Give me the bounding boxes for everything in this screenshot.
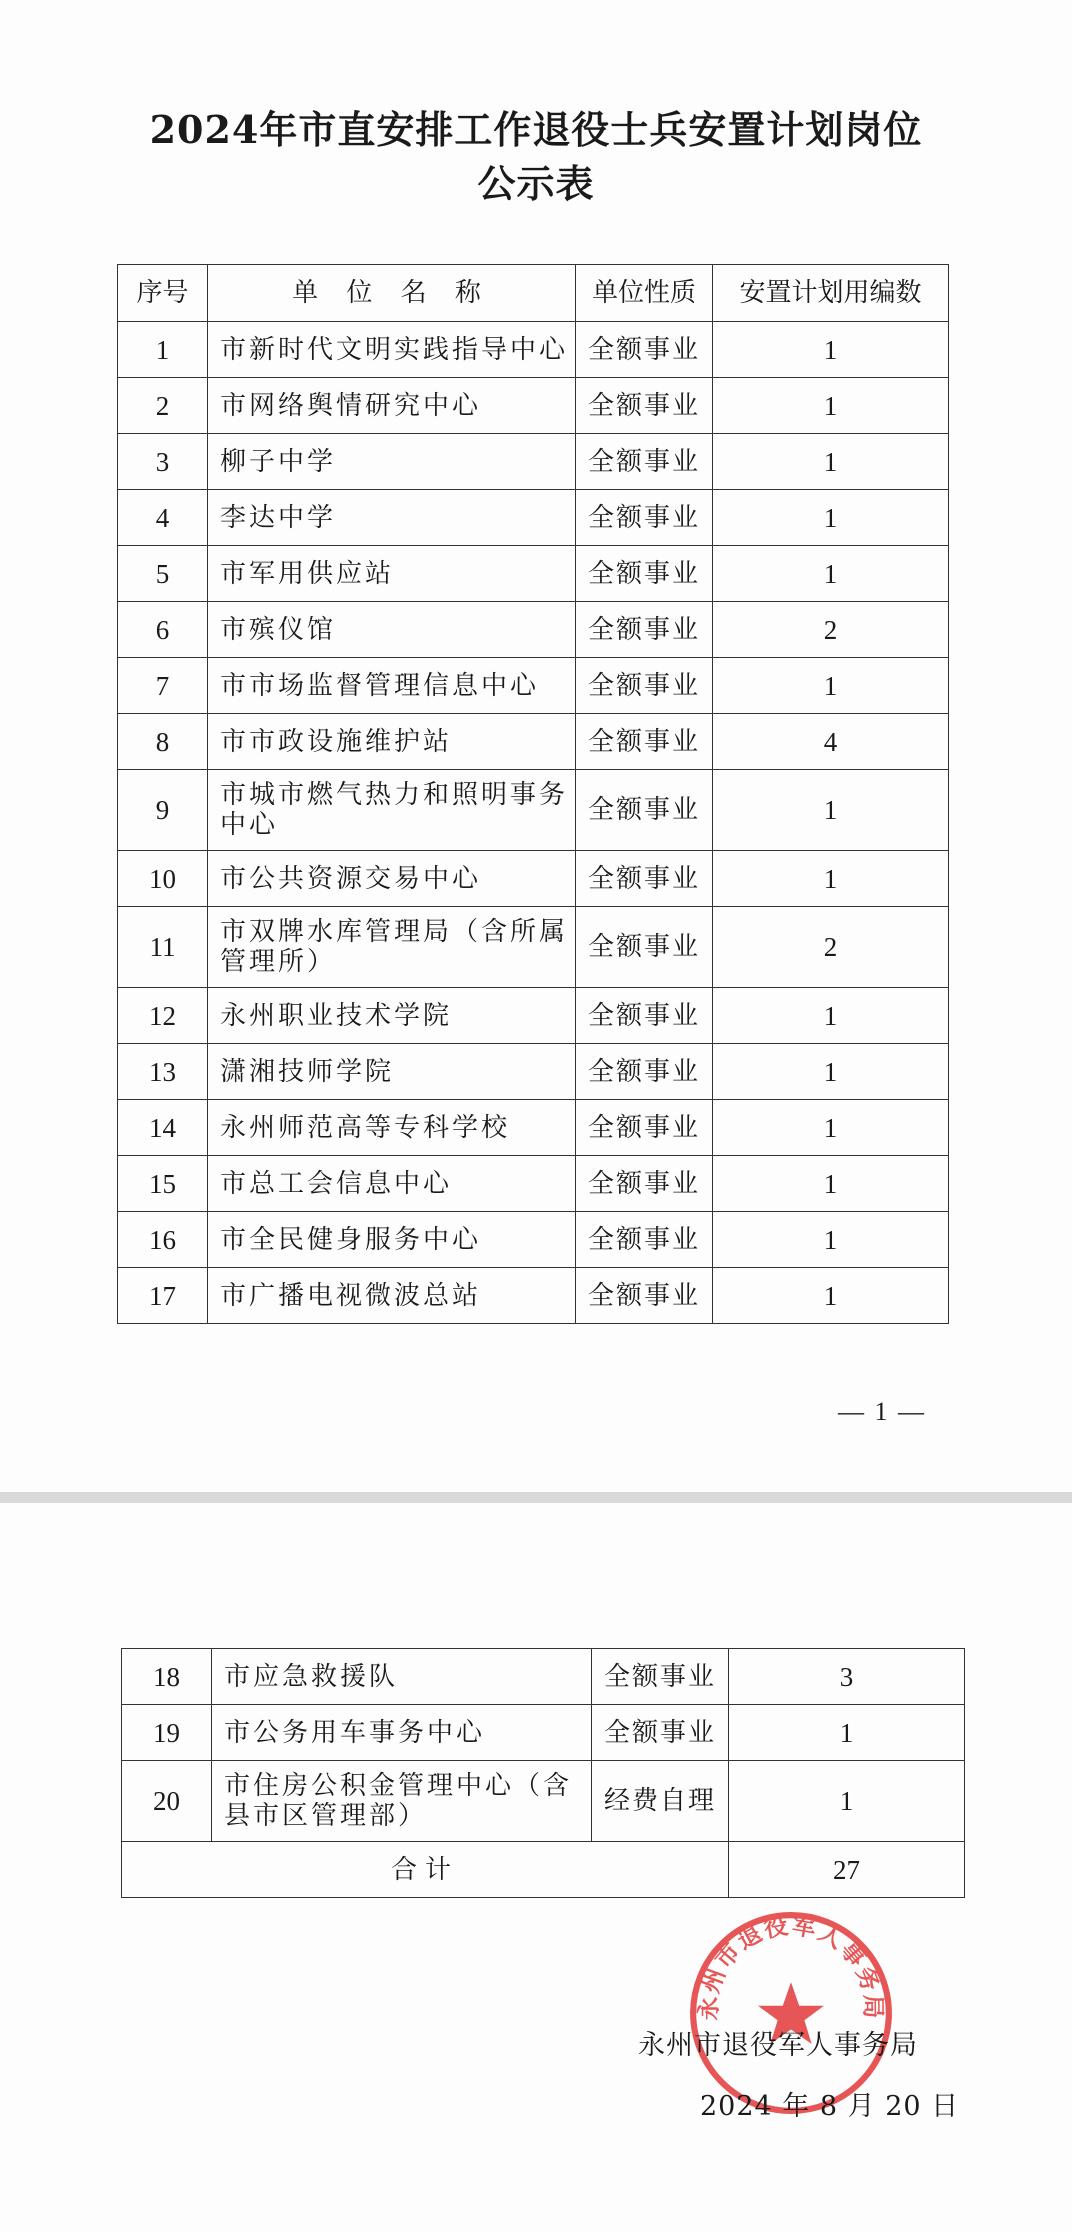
row-no: 8 bbox=[118, 714, 208, 770]
row-count: 1 bbox=[713, 1100, 949, 1156]
document-title-line-2: 公示表 bbox=[477, 161, 595, 206]
row-unit-name: 李达中学 bbox=[208, 490, 576, 546]
total-label: 合计 bbox=[122, 1842, 729, 1898]
row-unit-name: 市网络舆情研究中心 bbox=[208, 378, 576, 434]
row-unit-type: 全额事业 bbox=[576, 1212, 713, 1268]
row-unit-type: 全额事业 bbox=[576, 770, 713, 851]
table-row bbox=[122, 1761, 965, 1842]
table-row bbox=[118, 851, 949, 907]
table-row bbox=[118, 546, 949, 602]
table-row bbox=[122, 1705, 965, 1761]
row-unit-type: 全额事业 bbox=[576, 851, 713, 907]
row-unit-name: 市殡仪馆 bbox=[208, 602, 576, 658]
table-row bbox=[118, 322, 949, 378]
row-count: 1 bbox=[713, 658, 949, 714]
row-unit-name: 市总工会信息中心 bbox=[208, 1156, 576, 1212]
row-count: 1 bbox=[729, 1761, 965, 1842]
row-no: 7 bbox=[118, 658, 208, 714]
svg-text:永州市退役军人事务局: 永州市退役军人事务局 bbox=[694, 1911, 888, 2021]
row-count: 1 bbox=[713, 988, 949, 1044]
row-unit-type: 全额事业 bbox=[576, 546, 713, 602]
table-row bbox=[118, 714, 949, 770]
table-header-row bbox=[118, 265, 949, 322]
row-count: 1 bbox=[713, 434, 949, 490]
placement-plan-table-continued bbox=[121, 1648, 965, 1898]
row-count: 1 bbox=[713, 1212, 949, 1268]
row-unit-type: 全额事业 bbox=[576, 378, 713, 434]
row-no: 12 bbox=[118, 988, 208, 1044]
placement-plan-table bbox=[117, 264, 949, 1324]
row-no: 17 bbox=[118, 1268, 208, 1324]
row-no: 18 bbox=[122, 1649, 212, 1705]
table-row bbox=[118, 1212, 949, 1268]
header-plan-count: 安置计划用编数 bbox=[713, 265, 949, 322]
header-serial-no: 序号 bbox=[118, 265, 208, 322]
row-count: 1 bbox=[713, 322, 949, 378]
row-no: 11 bbox=[118, 907, 208, 988]
row-no: 19 bbox=[122, 1705, 212, 1761]
issuing-authority: 永州市退役军人事务局 bbox=[638, 2030, 918, 2061]
table-row bbox=[118, 658, 949, 714]
issue-date: 2024 年 8 月 20 日 bbox=[700, 2091, 960, 2122]
row-count: 1 bbox=[713, 546, 949, 602]
row-no: 14 bbox=[118, 1100, 208, 1156]
row-no: 9 bbox=[118, 770, 208, 851]
row-count: 4 bbox=[713, 714, 949, 770]
page-2 bbox=[0, 1503, 1072, 2232]
row-unit-type: 全额事业 bbox=[576, 434, 713, 490]
table-row bbox=[118, 1268, 949, 1324]
row-count: 1 bbox=[713, 1156, 949, 1212]
row-count: 2 bbox=[713, 602, 949, 658]
row-no: 13 bbox=[118, 1044, 208, 1100]
row-unit-type: 全额事业 bbox=[576, 490, 713, 546]
header-unit-type: 单位性质 bbox=[576, 265, 713, 322]
table-row bbox=[118, 378, 949, 434]
header-unit-name: 单 位 名 称 bbox=[208, 265, 576, 322]
table-row bbox=[118, 434, 949, 490]
row-no: 3 bbox=[118, 434, 208, 490]
row-unit-type: 全额事业 bbox=[576, 1268, 713, 1324]
row-unit-type: 全额事业 bbox=[576, 1044, 713, 1100]
table-row bbox=[118, 770, 949, 851]
row-unit-name: 市市政设施维护站 bbox=[208, 714, 576, 770]
row-no: 1 bbox=[118, 322, 208, 378]
row-unit-type: 全额事业 bbox=[576, 322, 713, 378]
table-row bbox=[122, 1649, 965, 1705]
total-value: 27 bbox=[729, 1842, 965, 1898]
table-row bbox=[118, 907, 949, 988]
row-count: 1 bbox=[713, 378, 949, 434]
total-row bbox=[122, 1842, 965, 1898]
row-unit-type: 全额事业 bbox=[592, 1649, 729, 1705]
row-count: 1 bbox=[713, 490, 949, 546]
row-count: 1 bbox=[713, 1268, 949, 1324]
row-unit-type: 全额事业 bbox=[576, 1156, 713, 1212]
row-unit-name: 市全民健身服务中心 bbox=[208, 1212, 576, 1268]
row-unit-type: 全额事业 bbox=[576, 714, 713, 770]
row-unit-name: 市新时代文明实践指导中心 bbox=[208, 322, 576, 378]
row-unit-name: 市公务用车事务中心 bbox=[212, 1705, 592, 1761]
row-unit-name: 市军用供应站 bbox=[208, 546, 576, 602]
row-count: 1 bbox=[713, 851, 949, 907]
row-count: 1 bbox=[713, 1044, 949, 1100]
row-unit-type: 全额事业 bbox=[576, 907, 713, 988]
row-no: 20 bbox=[122, 1761, 212, 1842]
row-unit-name: 市应急救援队 bbox=[212, 1649, 592, 1705]
row-unit-name: 市公共资源交易中心 bbox=[208, 851, 576, 907]
page-number: — 1 — bbox=[838, 1397, 926, 1426]
row-unit-type: 全额事业 bbox=[576, 988, 713, 1044]
row-no: 6 bbox=[118, 602, 208, 658]
row-unit-name: 永州师范高等专科学校 bbox=[208, 1100, 576, 1156]
table-row bbox=[118, 1100, 949, 1156]
row-unit-name: 市市场监督管理信息中心 bbox=[208, 658, 576, 714]
table-row bbox=[118, 988, 949, 1044]
row-unit-type: 全额事业 bbox=[592, 1705, 729, 1761]
row-unit-name: 市双牌水库管理局（含所属管理所） bbox=[208, 907, 576, 988]
row-unit-name: 永州职业技术学院 bbox=[208, 988, 576, 1044]
row-no: 16 bbox=[118, 1212, 208, 1268]
row-no: 4 bbox=[118, 490, 208, 546]
row-count: 3 bbox=[729, 1649, 965, 1705]
row-unit-type: 全额事业 bbox=[576, 602, 713, 658]
row-unit-name: 潇湘技师学院 bbox=[208, 1044, 576, 1100]
document-title-line-1: 2024年市直安排工作退役士兵安置计划岗位 bbox=[149, 107, 923, 152]
row-count: 1 bbox=[713, 770, 949, 851]
row-no: 10 bbox=[118, 851, 208, 907]
row-no: 2 bbox=[118, 378, 208, 434]
row-no: 15 bbox=[118, 1156, 208, 1212]
row-unit-name: 柳子中学 bbox=[208, 434, 576, 490]
row-no: 5 bbox=[118, 546, 208, 602]
table-row bbox=[118, 1156, 949, 1212]
table-row bbox=[118, 602, 949, 658]
row-unit-name: 市城市燃气热力和照明事务中心 bbox=[208, 770, 576, 851]
table-row bbox=[118, 490, 949, 546]
row-unit-type: 全额事业 bbox=[576, 658, 713, 714]
row-count: 1 bbox=[729, 1705, 965, 1761]
row-unit-name: 市广播电视微波总站 bbox=[208, 1268, 576, 1324]
row-unit-type: 经费自理 bbox=[592, 1761, 729, 1842]
table-row bbox=[118, 1044, 949, 1100]
row-count: 2 bbox=[713, 907, 949, 988]
row-unit-name: 市住房公积金管理中心（含县市区管理部） bbox=[212, 1761, 592, 1842]
row-unit-type: 全额事业 bbox=[576, 1100, 713, 1156]
